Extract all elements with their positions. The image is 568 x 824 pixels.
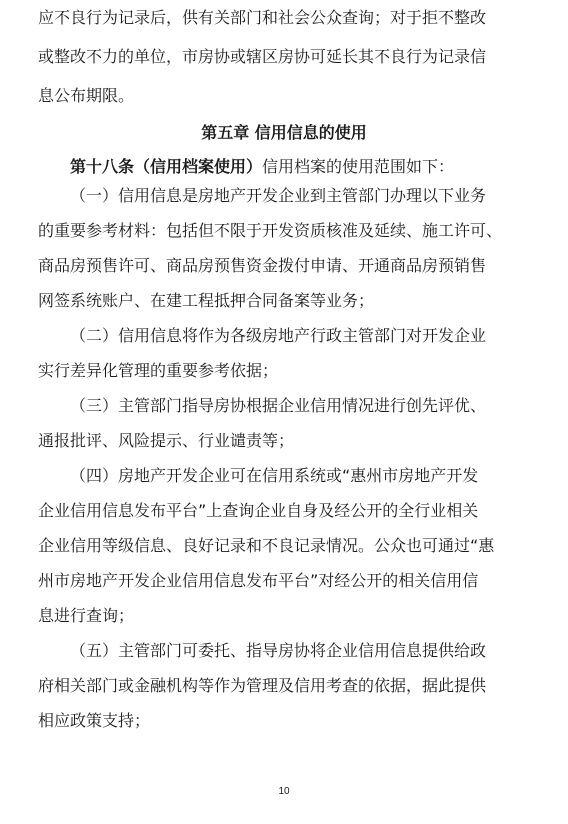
list-item-line: 的重要参考材料：包括但不限于开发资质核准及延续、施工许可、 [38, 221, 503, 240]
list-item-line: （四）房地产开发企业可在信用系统或“惠州市房地产开发 [70, 466, 479, 485]
list-item-line: 息进行查询； [38, 606, 135, 625]
page-number: 10 [278, 786, 290, 797]
list-item-line: （二）信用信息将作为各级房地产行政主管部门对开发企业 [70, 326, 487, 345]
list-item-line: 商品房预售许可、商品房预售资金拨付申请、开通商品房预销售 [38, 256, 487, 275]
article-title: 第十八条（信用档案使用） [70, 157, 263, 176]
list-item-line: 通报批评、风险提示、行业谴责等； [38, 431, 295, 450]
paragraph-line: 应不良行为记录后，供有关部门和社会公众查询；对于拒不整改 [38, 8, 487, 27]
paragraph-line: 息公布期限。 [38, 86, 135, 105]
list-item-line: 相应政策支持； [38, 711, 151, 730]
list-item-line: （一）信用信息是房地产开发企业到主管部门办理以下业务 [70, 186, 487, 205]
list-item-line: （三）主管部门指导房协根据企业信用情况进行创先评优、 [70, 396, 487, 415]
paragraph-line: 或整改不力的单位，市房协或辖区房协可延长其不良行为记录信 [38, 47, 487, 66]
article-heading-line [70, 157, 540, 177]
list-item-line: 州市房地产开发企业信用信息发布平台”对经公开的相关信用信 [38, 571, 479, 590]
list-item-line: 实行差异化管理的重要参考依据； [38, 361, 279, 380]
list-item-line: 府相关部门或金融机构等作为管理及信用考查的依据，据此提供 [38, 676, 487, 695]
list-item-line: 企业信用等级信息、良好记录和不良记录情况。公众也可通过“惠 [38, 536, 495, 555]
article-lead: 信用档案的使用范围如下： [262, 157, 455, 176]
list-item-line: 网签系统账户、在建工程抵押合同备案等业务； [38, 291, 375, 310]
list-item-line: 企业信用信息发布平台”上查询企业自身及经公开的全行业相关 [38, 501, 479, 520]
chapter-title: 第五章 信用信息的使用 [201, 123, 367, 142]
list-item-line: （五）主管部门可委托、指导房协将企业信用信息提供给政 [70, 641, 487, 660]
